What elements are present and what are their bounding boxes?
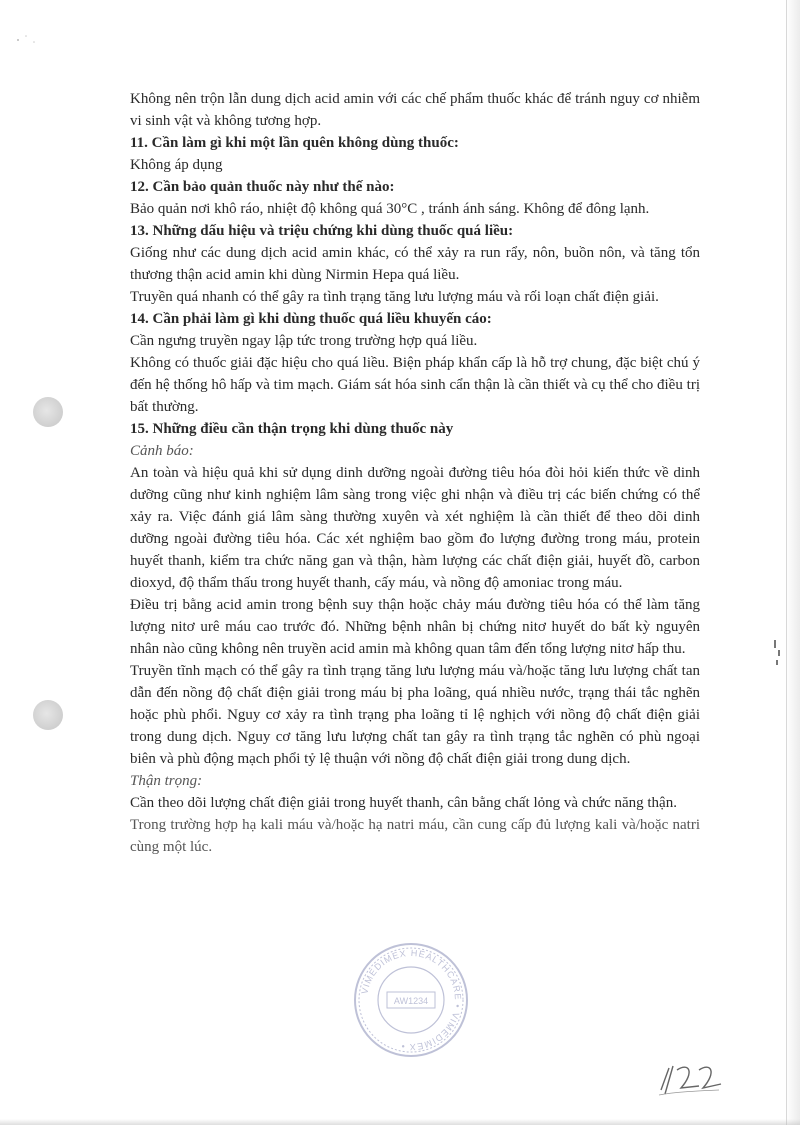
paragraph-mixing-warning: Không nên trộn lẫn dung dịch acid amin với các chế phẩm thuốc khác để tránh nguy cơ nhiễm vi sinh vật và không tương hợp.: [130, 91, 700, 129]
edge-specks: [774, 640, 782, 670]
heading-section-11: 11. Cần làm gì khi một lần quên không dùng thuốc:: [130, 135, 459, 151]
punch-hole-top: [33, 397, 63, 427]
paragraph-overdose-symptoms: Giống như các dung dịch acid amin khác, có thể xảy ra run rẩy, nôn, buồn nôn, và tăng tổn thương thận acid amin khi dùng Nirmin Hepa quá liều.: [130, 245, 700, 283]
paragraph-fast-infusion: Truyền quá nhanh có thể gây ra tình trạng tăng lưu lượng máu và rối loạn chất điện giải.: [130, 289, 659, 305]
paragraph-renal-failure: Điều trị bằng acid amin trong bệnh suy thận hoặc chảy máu đường tiêu hóa có thể làm tăng lượng nitơ urê máu cao trước đó. Những bệnh nhân bị chứng nitơ huyết do bất kỳ nguyên nhân nào cũng không nên truyền acid amin mà không quan tâm đến tổng lượng nitơ hấp thu.: [130, 597, 700, 657]
heading-section-13: 13. Những dấu hiệu và triệu chứng khi dùng thuốc quá liều:: [130, 223, 514, 239]
paragraph-stop-infusion: Cần ngưng truyền ngay lập tức trong trường hợp quá liều.: [130, 333, 478, 349]
paragraph-safety-efficacy: An toàn và hiệu quả khi sử dụng dinh dưỡng ngoài đường tiêu hóa đòi hỏi kiến thức về dinh dưỡng cũng như kinh nghiệm lâm sàng trong việc ghi nhận và điều trị các biến chứng có thể xảy ra. Việc đánh giá lâm sàng thường xuyên và xét nghiệm là cần thiết để theo dõi dinh dưỡng ngoài đường tiêu hóa. Các xét nghiệm bao gồm đo lượng đường trong máu, protein huyết thanh, kiểm tra chức năng gan và thận, hàm lượng các chất điện giải, huyết đồ, carbon dioxyd, độ thẩm thấu trong huyết thanh, cấy máu, và nồng độ amoniac trong máu.: [130, 465, 700, 591]
heading-section-12: 12. Cần bảo quản thuốc này như thế nào:: [130, 179, 395, 195]
page-edge-shadow: [786, 0, 800, 1125]
paragraph-monitor-electrolytes: Cần theo dõi lượng chất điện giải trong huyết thanh, cân bằng chất lỏng và chức năng thận.: [130, 795, 677, 811]
subheading-warnings: Cảnh báo:: [130, 443, 194, 459]
paragraph-storage: Bảo quản nơi khô ráo, nhiệt độ không quá 30°C , tránh ánh sáng. Không để đông lạnh.: [130, 201, 650, 217]
company-seal-stamp: [351, 940, 471, 1060]
heading-section-14: 14. Cần phải làm gì khi dùng thuốc quá liều khuyến cáo:: [130, 311, 492, 327]
paragraph-no-antidote: Không có thuốc giải đặc hiệu cho quá liều. Biện pháp khẩn cấp là hỗ trợ chung, đặc biệt chú ý đến hệ thống hô hấp và tim mạch. Giám sát hóa sinh cẩn thận là cần thiết và cụ thể cho điều trị bất thường.: [130, 355, 700, 415]
paragraph-iv-infusion: Truyền tĩnh mạch có thể gây ra tình trạng tăng lưu lượng máu và/hoặc tăng lưu lượng chất tan dẫn đến nồng độ chất điện giải trong máu bị pha loãng, quá nhiều nước, trạng thái tắc nghẽn hoặc phù phổi. Nguy cơ xảy ra tình trạng pha loãng tỉ lệ nghịch với nồng độ chất điện giải trong dung dịch. Nguy cơ tăng lưu lượng chất tan gây ra tình trạng tắc nghẽn có phù ngoại biên và phù động mạch phổi tỷ lệ thuận với nồng độ chất điện giải trong dung dịch.: [130, 663, 700, 767]
handwritten-page-mark: [655, 1060, 725, 1098]
svg-text:VIMEDIMEX HEALTHCARE • VIMEDIM: VIMEDIMEX HEALTHCARE • VIMEDIMEX •: [359, 947, 464, 1053]
svg-text:AW1234: AW1234: [393, 996, 429, 1006]
heading-section-15: 15. Những điều cần thận trọng khi dùng thuốc này: [130, 421, 454, 437]
page-bottom-edge: [0, 1119, 800, 1125]
punch-hole-bottom: [33, 700, 63, 730]
paragraph-not-applicable: Không áp dụng: [130, 157, 223, 173]
paragraph-potassium-sodium: Trong trường hợp hạ kali máu và/hoặc hạ natri máu, cần cung cấp đủ lượng kali và/hoặc natri cùng một lúc.: [130, 817, 700, 855]
document-body: [130, 88, 700, 858]
scan-speck-mark: [8, 28, 48, 48]
subheading-precautions: Thận trọng:: [130, 773, 203, 789]
